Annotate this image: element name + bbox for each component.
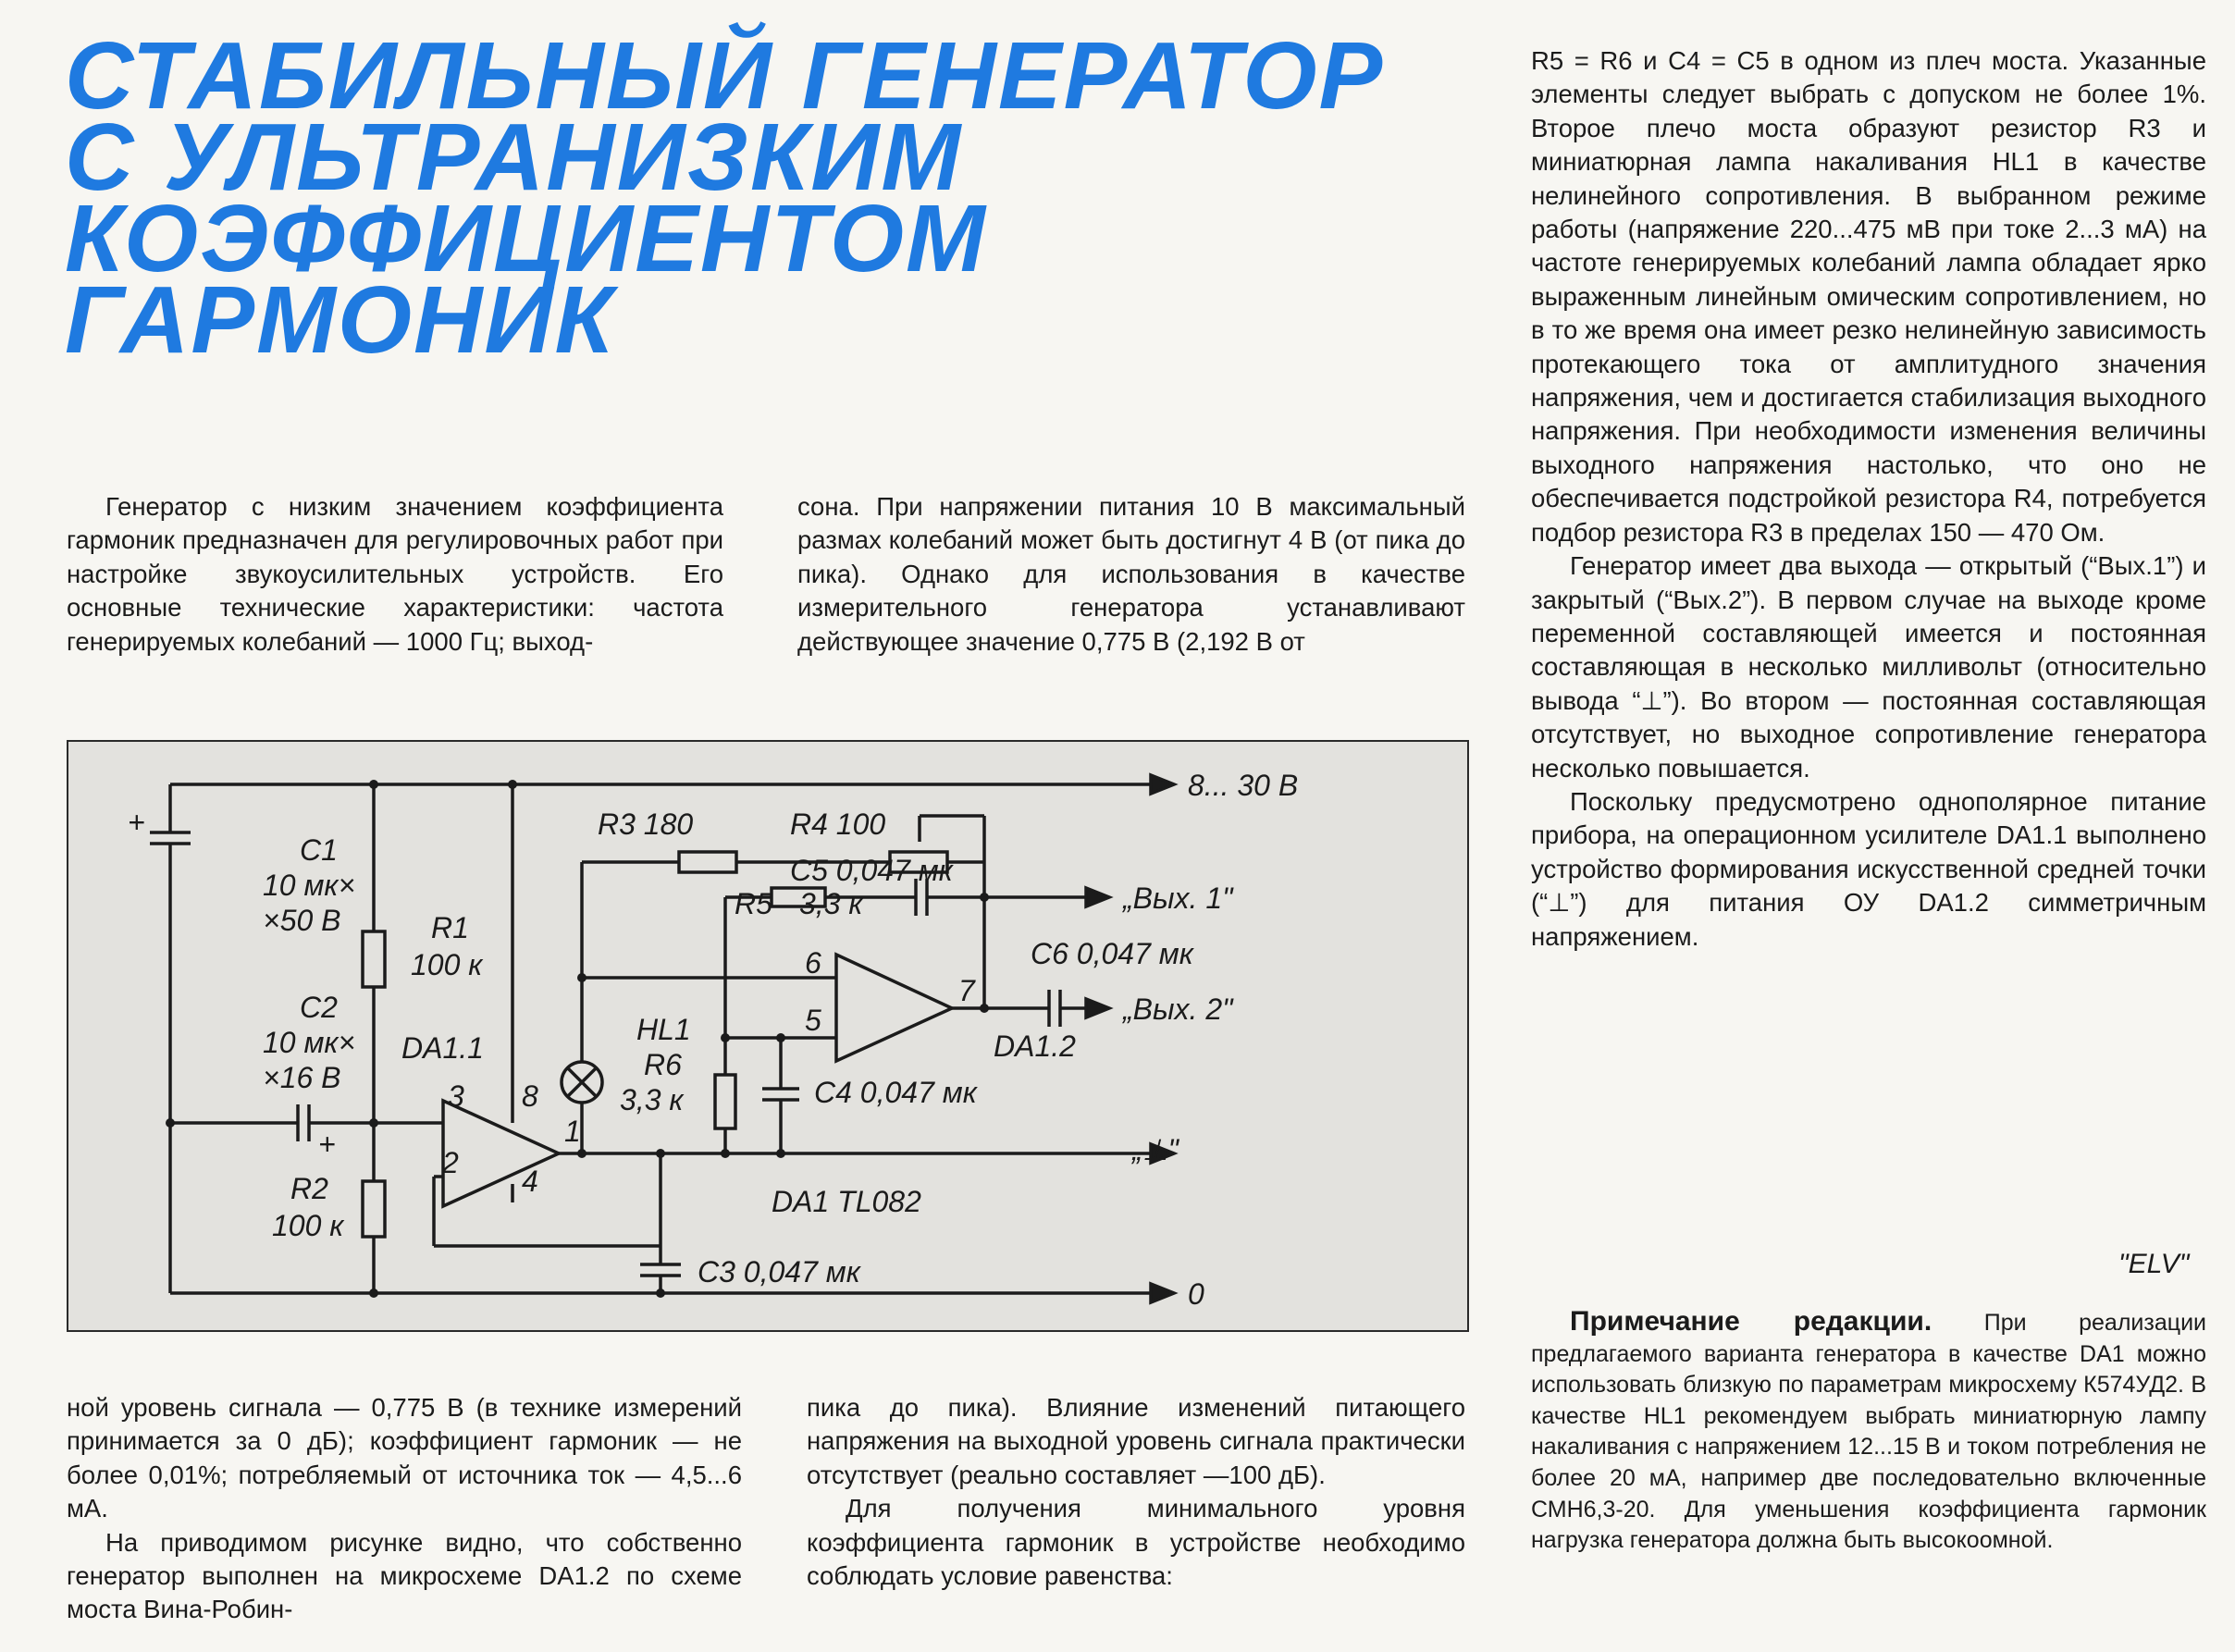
c2-plus: + bbox=[318, 1128, 336, 1161]
column-1-top bbox=[67, 490, 723, 659]
schematic-drawing bbox=[68, 742, 1471, 1334]
paragraph: R5 = R6 и C4 = C5 в одном из плеч моста. Указанные элементы следует выбрать с допуском не более 1%. Второе плечо моста образуют резистор R3 и миниатюрная лампа накаливания HL1 в качестве нелинейного сопротивления. В выбранном режиме работы (напряжение 220...475 мВ при токе 2...3 мА) на частоте генерируемых колебаний лампа обладает ярко выраженным линейным омическим сопротивлением, но в то же время она имеет резко нелинейную зависимость протекающего тока от амплитудного значения напряжения, чем и достигается стабилизация выходного напряжения. При необходимости изменения величины выходного напряжения настолько, что оно не обеспечивается подстройкой резистора R4, потребуется подбор резистора R3 в пределах 150 — 470 Ом. bbox=[1531, 46, 2206, 547]
supply-label: 8... 30 В bbox=[1188, 769, 1299, 802]
paragraph: На приводимом рисунке видно, что собственно генератор выполнен на микросхеме DA1.2 по схеме моста Вина-Робин- bbox=[67, 1527, 742, 1624]
pin-1: 1 bbox=[564, 1115, 581, 1148]
ground-label: 0 bbox=[1188, 1277, 1204, 1311]
paragraph: Для получения минимального уровня коэффициента гармоник в устройстве необходимо соблюдать условие равенства: bbox=[807, 1494, 1465, 1591]
title-line-2: С УЛЬТРАНИЗКИМ bbox=[65, 104, 963, 210]
pin-4: 4 bbox=[522, 1165, 538, 1198]
column-1-bottom bbox=[67, 1391, 742, 1627]
paragraph: Поскольку предусмотрено однополярное питание прибора, на операционном усилителе DA1.1 выполнено устройство формирования искусственной средней точки (“⊥”) для питания ОУ DA1.2 симметричным напряжением. bbox=[1531, 786, 2206, 951]
article-title bbox=[65, 22, 1489, 373]
da12-label: DA1.2 bbox=[994, 1029, 1076, 1063]
c6-label: C6 0,047 мк bbox=[1031, 937, 1193, 970]
paragraph: ной уровень сигнала — 0,775 В (в технике измерений принимается за 0 дБ); коэффициент гармоник — не более 0,01%; потребляемый от источника ток — 4,5...6 мА. bbox=[67, 1393, 742, 1523]
r2-name: R2 bbox=[290, 1172, 328, 1205]
pin-8: 8 bbox=[522, 1079, 538, 1113]
column-2-top bbox=[797, 490, 1465, 659]
column-2-bottom bbox=[807, 1391, 1465, 1593]
r2-value: 100 к bbox=[272, 1209, 344, 1242]
title-line-4: ГАРМОНИК bbox=[65, 266, 615, 373]
pin-5: 5 bbox=[805, 1004, 821, 1037]
title-line-1: СТАБИЛЬНЫЙ ГЕНЕРАТОР bbox=[65, 22, 1385, 129]
output-2-label: „Вых. 2" bbox=[1123, 992, 1233, 1026]
r5-name: R5 bbox=[735, 887, 772, 920]
r5-value: 3,3 к bbox=[799, 887, 863, 920]
paragraph: пика до пика). Влияние изменений питающего напряжения на выходной уровень сигнала практически отсутствует (реально составляет —100 дБ). bbox=[807, 1393, 1465, 1489]
c4-label: C4 0,047 мк bbox=[814, 1076, 977, 1109]
paragraph: Генератор имеет два выхода — открытый (“Вых.1”) и закрытый (“Вых.2”). В первом случае на выходе кроме переменной составляющей имеется и постоянная составляющая в несколько милливольт (относительно вывода “⊥”). Во втором — постоянная составляющая отсутствует, но выходное сопротивление генератора несколько повышается. bbox=[1531, 551, 2206, 783]
r6-name: R6 bbox=[644, 1048, 682, 1081]
editor-note bbox=[1531, 1306, 2206, 1557]
pin-2: 2 bbox=[442, 1146, 459, 1179]
source-credit: "ELV" bbox=[2118, 1249, 2190, 1279]
c3-label: C3 0,047 мк bbox=[698, 1255, 860, 1288]
c2-value: 10 мк× bbox=[263, 1026, 356, 1059]
c1-name: C1 bbox=[300, 833, 338, 867]
c5-label: C5 0,047 мк bbox=[790, 854, 953, 887]
pin-7: 7 bbox=[958, 974, 975, 1007]
c1-plus: + bbox=[128, 806, 145, 839]
r1-value: 100 к bbox=[411, 948, 483, 981]
r3-label: R3 180 bbox=[598, 808, 694, 841]
paragraph: сона. При напряжении питания 10 В максимальный размах колебаний может быть достигнут 4 В (от пика до пика). Однако для использования в качестве измерительного генератора устанавливают действующее значение 0,775 В (2,192 В от bbox=[797, 492, 1465, 656]
title-line-3: КОЭФФИЦИЕНТОМ bbox=[65, 185, 987, 291]
r6-value: 3,3 к bbox=[620, 1083, 684, 1116]
midpoint-label: „⊥" bbox=[1132, 1133, 1179, 1166]
pin-6: 6 bbox=[805, 946, 821, 980]
da11-label: DA1.1 bbox=[401, 1031, 484, 1065]
hl1-label: HL1 bbox=[636, 1013, 691, 1046]
column-3 bbox=[1531, 44, 2206, 954]
r4-label: R4 100 bbox=[790, 808, 886, 841]
editor-note-heading: Примечание редакции. bbox=[1570, 1306, 1932, 1337]
c2-voltage: ×16 В bbox=[263, 1061, 341, 1094]
c1-voltage: ×50 В bbox=[263, 904, 341, 937]
c2-name: C2 bbox=[300, 991, 338, 1024]
c1-value: 10 мк× bbox=[263, 869, 356, 902]
da1-label: DA1 TL082 bbox=[772, 1185, 921, 1218]
paragraph: Генератор с низким значением коэффициента гармоник предназначен для регулировочных работ при настройке звукоусилительных устройств. Его основные технические характеристики: частота генерируемых колебаний — 1000 Гц; выход- bbox=[67, 492, 723, 656]
circuit-schematic bbox=[67, 740, 1469, 1332]
r1-name: R1 bbox=[431, 911, 469, 944]
editor-note-text: При реализации предлагаемого варианта генератора в качестве DA1 можно использовать близкую по параметрам микросхему К574УД2. В качестве HL1 рекомендуем выбрать миниатюрную лампу накаливания с напряжением 12...15 В и током потребления не более 20 мА, например две последовательно включенные СМН6,3-20. Для уменьшения коэффициента гармоник нагрузка генератора должна быть высокоомной. bbox=[1531, 1310, 2207, 1554]
pin-3: 3 bbox=[448, 1079, 464, 1113]
output-1-label: „Вых. 1" bbox=[1123, 881, 1233, 915]
